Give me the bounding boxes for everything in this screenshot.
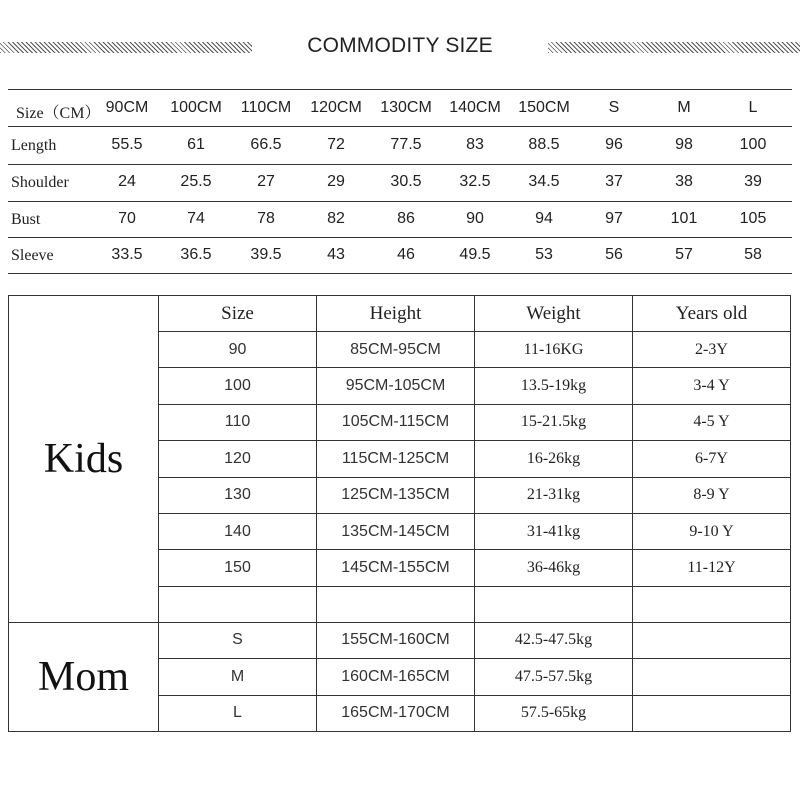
measurement-value: 100 bbox=[739, 136, 767, 153]
measurement-table-rule bbox=[8, 164, 792, 165]
measurement-value: 55.5 bbox=[111, 136, 143, 153]
measurement-value: 58 bbox=[744, 246, 762, 263]
kids-size: 140 bbox=[224, 522, 251, 540]
measurement-value: 70 bbox=[118, 210, 136, 227]
measurement-value: 94 bbox=[535, 210, 553, 227]
measurement-table-rule bbox=[8, 237, 792, 238]
kids-size: 100 bbox=[224, 377, 251, 395]
kids-age: 4-5 Y bbox=[693, 413, 730, 431]
measurement-row-label: Bust bbox=[11, 211, 41, 228]
mom-weight: 57.5-65kg bbox=[520, 704, 587, 722]
kids-height: 145CM-155CM bbox=[341, 559, 450, 577]
measurement-table-rule bbox=[8, 201, 792, 202]
kids-height: 125CM-135CM bbox=[341, 486, 450, 504]
kids-weight: 36-46kg bbox=[526, 559, 581, 577]
size-column-header: L bbox=[748, 99, 758, 116]
measurement-value: 32.5 bbox=[459, 173, 491, 190]
title-decoration-left bbox=[0, 42, 252, 53]
kids-age: 6-7Y bbox=[695, 449, 728, 467]
measurement-value: 101 bbox=[670, 210, 698, 227]
table-row bbox=[9, 622, 791, 658]
measurement-value: 83 bbox=[466, 136, 484, 153]
measurement-value: 78 bbox=[257, 210, 275, 227]
kids-age: 9-10 Y bbox=[689, 522, 734, 540]
kids-size: 110 bbox=[224, 413, 251, 431]
measurement-value: 33.5 bbox=[111, 246, 143, 263]
mom-weight: 47.5-57.5kg bbox=[514, 667, 593, 685]
size-column-header: 150CM bbox=[518, 99, 570, 116]
measurement-value: 53 bbox=[535, 246, 553, 263]
kids-height: 95CM-105CM bbox=[345, 377, 446, 395]
measurement-value: 77.5 bbox=[390, 136, 422, 153]
measurement-value: 39 bbox=[744, 173, 762, 190]
kids-size: 120 bbox=[224, 449, 251, 467]
measurement-table-rule bbox=[8, 89, 792, 90]
size-column-header: 140CM bbox=[449, 99, 501, 116]
measurement-value: 74 bbox=[187, 210, 205, 227]
size-column-header: 110CM bbox=[240, 99, 292, 116]
kids-weight: 15-21.5kg bbox=[520, 413, 587, 431]
kids-weight: 21-31kg bbox=[526, 486, 581, 504]
size-column-header: 120CM bbox=[310, 99, 362, 116]
kids-weight: 13.5-19kg bbox=[520, 377, 587, 395]
mom-weight: 42.5-47.5kg bbox=[514, 631, 593, 649]
measurement-value: 88.5 bbox=[528, 136, 560, 153]
size-header-label: Size（CM） bbox=[16, 105, 101, 122]
measurement-table-rule bbox=[8, 273, 792, 274]
kids-size: 90 bbox=[228, 340, 247, 358]
measurement-value: 72 bbox=[327, 136, 345, 153]
kids-age: 8-9 Y bbox=[693, 486, 730, 504]
kids-weight: 16-26kg bbox=[526, 449, 581, 467]
kids-age: 3-4 Y bbox=[693, 377, 730, 395]
kids-size: 150 bbox=[224, 559, 251, 577]
measurement-value: 61 bbox=[187, 136, 205, 153]
measurement-value: 30.5 bbox=[390, 173, 422, 190]
mom-size: L bbox=[233, 704, 242, 722]
kids-height: 135CM-145CM bbox=[341, 522, 450, 540]
kids-label: Kids bbox=[43, 435, 124, 482]
kids-age: 2-3Y bbox=[695, 340, 728, 358]
measurement-value: 34.5 bbox=[528, 173, 560, 190]
measurement-value: 82 bbox=[327, 210, 345, 227]
measurement-value: 36.5 bbox=[180, 246, 212, 263]
measurement-value: 24 bbox=[118, 173, 136, 190]
measurement-value: 105 bbox=[739, 210, 767, 227]
size-column-header: S bbox=[608, 99, 620, 116]
kids-height: 85CM-95CM bbox=[350, 340, 441, 358]
measurement-value: 43 bbox=[327, 246, 345, 263]
kids-size: 130 bbox=[224, 486, 251, 504]
fit-header-weight: Weight bbox=[526, 302, 581, 324]
size-column-header: 90CM bbox=[105, 99, 149, 116]
measurement-value: 96 bbox=[605, 136, 623, 153]
kids-height: 105CM-115CM bbox=[341, 413, 450, 431]
measurement-value: 66.5 bbox=[250, 136, 282, 153]
size-column-header: M bbox=[677, 99, 691, 116]
measurement-value: 56 bbox=[605, 246, 623, 263]
title-decoration-right bbox=[548, 42, 800, 53]
size-column-header: 100CM bbox=[170, 99, 222, 116]
mom-height: 155CM-160CM bbox=[341, 631, 450, 649]
fit-table bbox=[8, 295, 791, 732]
measurement-value: 97 bbox=[605, 210, 623, 227]
fit-header-age: Years old bbox=[675, 302, 748, 324]
kids-age: 11-12Y bbox=[687, 559, 736, 577]
page-title: COMMODITY SIZE bbox=[307, 34, 493, 57]
measurement-value: 25.5 bbox=[180, 173, 212, 190]
measurement-value: 57 bbox=[675, 246, 693, 263]
measurement-value: 46 bbox=[397, 246, 415, 263]
measurement-table-rule bbox=[8, 126, 792, 127]
kids-weight: 31-41kg bbox=[526, 522, 581, 540]
measurement-value: 39.5 bbox=[250, 246, 282, 263]
measurement-value: 38 bbox=[675, 173, 693, 190]
fit-header-height: Height bbox=[369, 302, 422, 324]
mom-height: 165CM-170CM bbox=[341, 704, 450, 722]
measurement-row-label: Length bbox=[11, 137, 57, 154]
mom-label: Mom bbox=[37, 653, 129, 700]
measurement-value: 86 bbox=[397, 210, 415, 227]
size-column-header: 130CM bbox=[380, 99, 432, 116]
mom-size: M bbox=[230, 667, 245, 685]
measurement-value: 27 bbox=[257, 173, 275, 190]
mom-height: 160CM-165CM bbox=[341, 667, 450, 685]
measurement-row-label: Shoulder bbox=[11, 174, 69, 191]
measurement-row-label: Sleeve bbox=[11, 247, 54, 264]
fit-header-size: Size bbox=[221, 302, 254, 324]
mom-size: S bbox=[232, 631, 243, 649]
measurement-value: 98 bbox=[675, 136, 693, 153]
measurement-value: 29 bbox=[327, 173, 345, 190]
kids-weight: 11-16KG bbox=[523, 340, 584, 358]
measurement-value: 49.5 bbox=[459, 246, 491, 263]
measurement-value: 90 bbox=[466, 210, 484, 227]
kids-height: 115CM-125CM bbox=[341, 449, 450, 467]
measurement-value: 37 bbox=[605, 173, 623, 190]
